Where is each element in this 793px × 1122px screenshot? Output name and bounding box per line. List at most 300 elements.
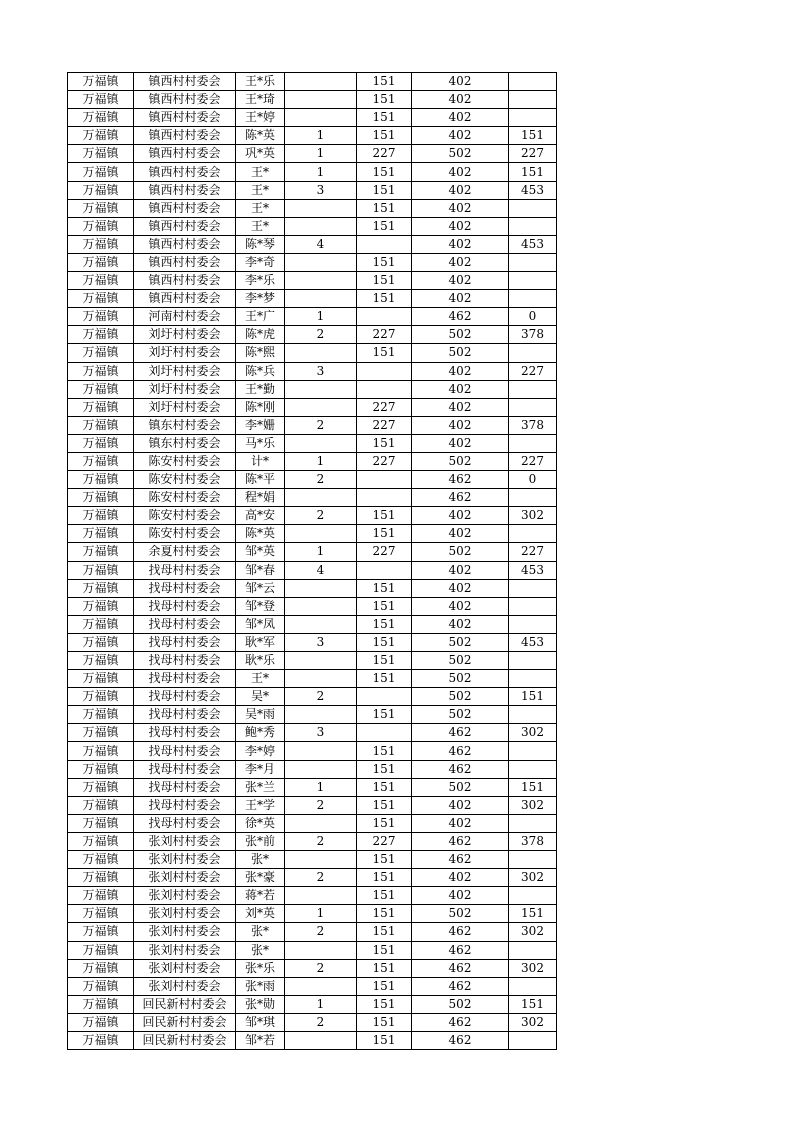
town-cell: 万福镇 xyxy=(68,489,134,507)
village-cell: 找母村村委会 xyxy=(134,615,236,633)
town-cell: 万福镇 xyxy=(68,742,134,760)
value-b-cell: 502 xyxy=(412,652,509,670)
value-b-cell: 402 xyxy=(412,253,509,271)
value-c-cell: 302 xyxy=(509,923,557,941)
village-cell: 回民新村村委会 xyxy=(134,995,236,1013)
value-b-cell: 462 xyxy=(412,851,509,869)
name-cell: 李*月 xyxy=(236,760,285,778)
value-b-cell: 402 xyxy=(412,217,509,235)
name-cell: 刘*英 xyxy=(236,905,285,923)
table-row xyxy=(68,977,557,995)
value-b-cell: 462 xyxy=(412,959,509,977)
name-cell: 李*奇 xyxy=(236,253,285,271)
name-cell: 王*勤 xyxy=(236,380,285,398)
value-c-cell: 227 xyxy=(509,543,557,561)
value-a-cell: 151 xyxy=(357,778,412,796)
value-a-cell: 151 xyxy=(357,127,412,145)
value-b-cell: 402 xyxy=(412,416,509,434)
count-cell xyxy=(285,344,357,362)
town-cell: 万福镇 xyxy=(68,869,134,887)
value-a-cell: 151 xyxy=(357,199,412,217)
count-cell: 2 xyxy=(285,869,357,887)
village-cell: 镇东村村委会 xyxy=(134,434,236,452)
value-c-cell: 227 xyxy=(509,452,557,470)
value-b-cell: 402 xyxy=(412,434,509,452)
count-cell xyxy=(285,597,357,615)
value-c-cell xyxy=(509,851,557,869)
village-cell: 找母村村委会 xyxy=(134,579,236,597)
count-cell: 3 xyxy=(285,181,357,199)
town-cell: 万福镇 xyxy=(68,109,134,127)
table-body xyxy=(68,73,557,1050)
village-cell: 镇西村村委会 xyxy=(134,235,236,253)
table-row xyxy=(68,869,557,887)
village-cell: 镇西村村委会 xyxy=(134,272,236,290)
table-row xyxy=(68,290,557,308)
name-cell: 王* xyxy=(236,670,285,688)
name-cell: 王*婷 xyxy=(236,109,285,127)
count-cell xyxy=(285,398,357,416)
value-a-cell xyxy=(357,471,412,489)
table-row xyxy=(68,452,557,470)
value-a-cell: 151 xyxy=(357,73,412,91)
value-b-cell: 402 xyxy=(412,525,509,543)
value-b-cell: 462 xyxy=(412,760,509,778)
table-row xyxy=(68,597,557,615)
value-c-cell: 302 xyxy=(509,796,557,814)
village-cell: 张刘村村委会 xyxy=(134,959,236,977)
count-cell xyxy=(285,199,357,217)
value-c-cell: 453 xyxy=(509,235,557,253)
value-a-cell: 227 xyxy=(357,145,412,163)
name-cell: 张*兰 xyxy=(236,778,285,796)
value-c-cell: 302 xyxy=(509,869,557,887)
name-cell: 邹*英 xyxy=(236,543,285,561)
count-cell: 2 xyxy=(285,959,357,977)
town-cell: 万福镇 xyxy=(68,633,134,651)
value-b-cell: 462 xyxy=(412,489,509,507)
table-row xyxy=(68,923,557,941)
town-cell: 万福镇 xyxy=(68,778,134,796)
name-cell: 蒋*若 xyxy=(236,887,285,905)
count-cell xyxy=(285,941,357,959)
value-a-cell: 151 xyxy=(357,615,412,633)
name-cell: 李*梦 xyxy=(236,290,285,308)
value-c-cell: 151 xyxy=(509,778,557,796)
value-b-cell: 402 xyxy=(412,380,509,398)
table-row xyxy=(68,724,557,742)
value-b-cell: 402 xyxy=(412,91,509,109)
village-cell: 张刘村村委会 xyxy=(134,851,236,869)
value-b-cell: 402 xyxy=(412,869,509,887)
name-cell: 王* xyxy=(236,181,285,199)
value-a-cell: 151 xyxy=(357,1031,412,1049)
value-c-cell xyxy=(509,272,557,290)
village-cell: 回民新村村委会 xyxy=(134,1031,236,1049)
count-cell: 2 xyxy=(285,507,357,525)
table-row xyxy=(68,109,557,127)
value-a-cell: 227 xyxy=(357,416,412,434)
village-cell: 镇西村村委会 xyxy=(134,181,236,199)
value-c-cell xyxy=(509,887,557,905)
value-a-cell: 151 xyxy=(357,253,412,271)
value-c-cell xyxy=(509,977,557,995)
value-a-cell: 151 xyxy=(357,597,412,615)
count-cell: 3 xyxy=(285,362,357,380)
town-cell: 万福镇 xyxy=(68,615,134,633)
village-cell: 镇东村村委会 xyxy=(134,416,236,434)
value-b-cell: 462 xyxy=(412,923,509,941)
name-cell: 王*乐 xyxy=(236,73,285,91)
value-c-cell xyxy=(509,398,557,416)
value-a-cell xyxy=(357,561,412,579)
count-cell: 2 xyxy=(285,326,357,344)
table-row xyxy=(68,181,557,199)
name-cell: 王* xyxy=(236,163,285,181)
name-cell: 张*乐 xyxy=(236,959,285,977)
table-row xyxy=(68,217,557,235)
value-b-cell: 402 xyxy=(412,579,509,597)
name-cell: 巩*英 xyxy=(236,145,285,163)
town-cell: 万福镇 xyxy=(68,344,134,362)
village-cell: 找母村村委会 xyxy=(134,633,236,651)
name-cell: 高*安 xyxy=(236,507,285,525)
town-cell: 万福镇 xyxy=(68,452,134,470)
village-cell: 张刘村村委会 xyxy=(134,905,236,923)
value-a-cell: 151 xyxy=(357,290,412,308)
village-cell: 陈安村村委会 xyxy=(134,507,236,525)
name-cell: 陈*兵 xyxy=(236,362,285,380)
village-cell: 找母村村委会 xyxy=(134,688,236,706)
town-cell: 万福镇 xyxy=(68,127,134,145)
value-b-cell: 502 xyxy=(412,688,509,706)
table-row xyxy=(68,778,557,796)
value-c-cell xyxy=(509,941,557,959)
town-cell: 万福镇 xyxy=(68,235,134,253)
count-cell: 1 xyxy=(285,452,357,470)
value-a-cell: 151 xyxy=(357,760,412,778)
village-cell: 张刘村村委会 xyxy=(134,941,236,959)
table-row xyxy=(68,471,557,489)
table-row xyxy=(68,272,557,290)
value-b-cell: 402 xyxy=(412,73,509,91)
table-row xyxy=(68,308,557,326)
town-cell: 万福镇 xyxy=(68,579,134,597)
value-a-cell: 151 xyxy=(357,995,412,1013)
village-cell: 张刘村村委会 xyxy=(134,977,236,995)
count-cell: 2 xyxy=(285,471,357,489)
table-row xyxy=(68,796,557,814)
town-cell: 万福镇 xyxy=(68,398,134,416)
village-cell: 刘圩村村委会 xyxy=(134,326,236,344)
value-a-cell: 151 xyxy=(357,434,412,452)
name-cell: 陈*平 xyxy=(236,471,285,489)
value-a-cell: 151 xyxy=(357,869,412,887)
value-b-cell: 462 xyxy=(412,471,509,489)
value-c-cell: 302 xyxy=(509,959,557,977)
value-c-cell: 151 xyxy=(509,995,557,1013)
town-cell: 万福镇 xyxy=(68,941,134,959)
value-b-cell: 402 xyxy=(412,561,509,579)
name-cell: 张*雨 xyxy=(236,977,285,995)
village-cell: 找母村村委会 xyxy=(134,796,236,814)
village-cell: 刘圩村村委会 xyxy=(134,362,236,380)
town-cell: 万福镇 xyxy=(68,272,134,290)
value-c-cell xyxy=(509,670,557,688)
table-row xyxy=(68,941,557,959)
town-cell: 万福镇 xyxy=(68,290,134,308)
table-row xyxy=(68,489,557,507)
village-cell: 镇西村村委会 xyxy=(134,163,236,181)
table-row xyxy=(68,887,557,905)
value-b-cell: 402 xyxy=(412,272,509,290)
name-cell: 邹*若 xyxy=(236,1031,285,1049)
value-a-cell: 151 xyxy=(357,959,412,977)
table-row xyxy=(68,688,557,706)
value-a-cell: 151 xyxy=(357,941,412,959)
count-cell xyxy=(285,814,357,832)
village-cell: 找母村村委会 xyxy=(134,597,236,615)
village-cell: 陈安村村委会 xyxy=(134,489,236,507)
count-cell: 2 xyxy=(285,1013,357,1031)
town-cell: 万福镇 xyxy=(68,380,134,398)
value-c-cell xyxy=(509,814,557,832)
value-b-cell: 502 xyxy=(412,905,509,923)
value-b-cell: 402 xyxy=(412,398,509,416)
count-cell xyxy=(285,977,357,995)
count-cell xyxy=(285,380,357,398)
value-b-cell: 402 xyxy=(412,615,509,633)
value-b-cell: 462 xyxy=(412,742,509,760)
value-a-cell: 227 xyxy=(357,398,412,416)
count-cell xyxy=(285,652,357,670)
count-cell xyxy=(285,851,357,869)
table-row xyxy=(68,398,557,416)
table-row xyxy=(68,199,557,217)
value-b-cell: 402 xyxy=(412,796,509,814)
table-row xyxy=(68,507,557,525)
value-a-cell: 151 xyxy=(357,814,412,832)
value-c-cell: 378 xyxy=(509,416,557,434)
value-b-cell: 502 xyxy=(412,344,509,362)
value-a-cell: 151 xyxy=(357,652,412,670)
table-row xyxy=(68,633,557,651)
value-b-cell: 462 xyxy=(412,941,509,959)
name-cell: 李*乐 xyxy=(236,272,285,290)
value-a-cell: 151 xyxy=(357,579,412,597)
village-cell: 镇西村村委会 xyxy=(134,253,236,271)
data-table xyxy=(67,72,557,1050)
value-c-cell xyxy=(509,253,557,271)
value-a-cell xyxy=(357,688,412,706)
value-b-cell: 402 xyxy=(412,199,509,217)
town-cell: 万福镇 xyxy=(68,73,134,91)
village-cell: 找母村村委会 xyxy=(134,561,236,579)
count-cell: 1 xyxy=(285,995,357,1013)
table-row xyxy=(68,91,557,109)
count-cell xyxy=(285,489,357,507)
town-cell: 万福镇 xyxy=(68,923,134,941)
value-b-cell: 502 xyxy=(412,995,509,1013)
table-row xyxy=(68,235,557,253)
table-row xyxy=(68,145,557,163)
table-row xyxy=(68,127,557,145)
value-a-cell: 151 xyxy=(357,706,412,724)
town-cell: 万福镇 xyxy=(68,597,134,615)
value-c-cell: 378 xyxy=(509,326,557,344)
name-cell: 张* xyxy=(236,941,285,959)
town-cell: 万福镇 xyxy=(68,1013,134,1031)
name-cell: 张*勋 xyxy=(236,995,285,1013)
town-cell: 万福镇 xyxy=(68,91,134,109)
count-cell: 3 xyxy=(285,724,357,742)
town-cell: 万福镇 xyxy=(68,253,134,271)
value-a-cell: 227 xyxy=(357,543,412,561)
village-cell: 镇西村村委会 xyxy=(134,109,236,127)
count-cell xyxy=(285,73,357,91)
count-cell: 2 xyxy=(285,923,357,941)
count-cell xyxy=(285,742,357,760)
count-cell: 4 xyxy=(285,235,357,253)
name-cell: 徐*英 xyxy=(236,814,285,832)
value-a-cell: 151 xyxy=(357,670,412,688)
table-row xyxy=(68,73,557,91)
count-cell: 1 xyxy=(285,127,357,145)
table-row xyxy=(68,362,557,380)
name-cell: 邹*凤 xyxy=(236,615,285,633)
name-cell: 鲍*秀 xyxy=(236,724,285,742)
town-cell: 万福镇 xyxy=(68,652,134,670)
name-cell: 陈*英 xyxy=(236,127,285,145)
table-row xyxy=(68,416,557,434)
table-row xyxy=(68,434,557,452)
value-a-cell: 227 xyxy=(357,326,412,344)
value-a-cell: 151 xyxy=(357,1013,412,1031)
count-cell: 2 xyxy=(285,832,357,850)
name-cell: 陈*虎 xyxy=(236,326,285,344)
count-cell xyxy=(285,434,357,452)
value-b-cell: 402 xyxy=(412,235,509,253)
value-a-cell: 151 xyxy=(357,742,412,760)
town-cell: 万福镇 xyxy=(68,959,134,977)
value-c-cell: 453 xyxy=(509,561,557,579)
count-cell: 2 xyxy=(285,416,357,434)
town-cell: 万福镇 xyxy=(68,814,134,832)
value-a-cell: 227 xyxy=(357,452,412,470)
table-row xyxy=(68,670,557,688)
village-cell: 镇西村村委会 xyxy=(134,145,236,163)
name-cell: 张*豪 xyxy=(236,869,285,887)
value-b-cell: 502 xyxy=(412,452,509,470)
value-c-cell: 378 xyxy=(509,832,557,850)
count-cell xyxy=(285,109,357,127)
value-a-cell: 227 xyxy=(357,832,412,850)
value-b-cell: 462 xyxy=(412,1013,509,1031)
town-cell: 万福镇 xyxy=(68,507,134,525)
value-b-cell: 402 xyxy=(412,814,509,832)
value-c-cell xyxy=(509,73,557,91)
table-row xyxy=(68,326,557,344)
village-cell: 找母村村委会 xyxy=(134,760,236,778)
value-a-cell: 151 xyxy=(357,796,412,814)
town-cell: 万福镇 xyxy=(68,977,134,995)
value-b-cell: 462 xyxy=(412,1031,509,1049)
village-cell: 刘圩村村委会 xyxy=(134,398,236,416)
name-cell: 耿*军 xyxy=(236,633,285,651)
value-c-cell xyxy=(509,290,557,308)
village-cell: 刘圩村村委会 xyxy=(134,344,236,362)
village-cell: 张刘村村委会 xyxy=(134,923,236,941)
value-c-cell xyxy=(509,489,557,507)
name-cell: 王*学 xyxy=(236,796,285,814)
table-row xyxy=(68,652,557,670)
village-cell: 镇西村村委会 xyxy=(134,290,236,308)
value-c-cell xyxy=(509,652,557,670)
town-cell: 万福镇 xyxy=(68,832,134,850)
town-cell: 万福镇 xyxy=(68,181,134,199)
town-cell: 万福镇 xyxy=(68,163,134,181)
value-c-cell: 0 xyxy=(509,308,557,326)
name-cell: 邹*琪 xyxy=(236,1013,285,1031)
value-a-cell: 151 xyxy=(357,905,412,923)
value-c-cell xyxy=(509,109,557,127)
village-cell: 张刘村村委会 xyxy=(134,869,236,887)
value-a-cell xyxy=(357,362,412,380)
count-cell xyxy=(285,217,357,235)
count-cell xyxy=(285,253,357,271)
value-c-cell xyxy=(509,742,557,760)
count-cell xyxy=(285,290,357,308)
value-a-cell: 151 xyxy=(357,887,412,905)
town-cell: 万福镇 xyxy=(68,543,134,561)
value-b-cell: 462 xyxy=(412,977,509,995)
count-cell xyxy=(285,615,357,633)
town-cell: 万福镇 xyxy=(68,887,134,905)
town-cell: 万福镇 xyxy=(68,670,134,688)
town-cell: 万福镇 xyxy=(68,326,134,344)
name-cell: 吴* xyxy=(236,688,285,706)
name-cell: 陈*英 xyxy=(236,525,285,543)
count-cell: 3 xyxy=(285,633,357,651)
name-cell: 邹*登 xyxy=(236,597,285,615)
value-b-cell: 402 xyxy=(412,887,509,905)
value-a-cell: 151 xyxy=(357,344,412,362)
name-cell: 张*前 xyxy=(236,832,285,850)
value-c-cell xyxy=(509,597,557,615)
town-cell: 万福镇 xyxy=(68,471,134,489)
value-a-cell xyxy=(357,380,412,398)
town-cell: 万福镇 xyxy=(68,199,134,217)
count-cell xyxy=(285,1031,357,1049)
value-b-cell: 502 xyxy=(412,633,509,651)
value-b-cell: 402 xyxy=(412,181,509,199)
value-c-cell: 151 xyxy=(509,163,557,181)
village-cell: 找母村村委会 xyxy=(134,778,236,796)
count-cell: 1 xyxy=(285,778,357,796)
count-cell xyxy=(285,525,357,543)
town-cell: 万福镇 xyxy=(68,851,134,869)
value-c-cell: 227 xyxy=(509,362,557,380)
village-cell: 陈安村村委会 xyxy=(134,525,236,543)
name-cell: 王* xyxy=(236,199,285,217)
table-row xyxy=(68,380,557,398)
table-row xyxy=(68,959,557,977)
town-cell: 万福镇 xyxy=(68,145,134,163)
town-cell: 万福镇 xyxy=(68,525,134,543)
town-cell: 万福镇 xyxy=(68,796,134,814)
value-c-cell: 302 xyxy=(509,1013,557,1031)
value-a-cell: 151 xyxy=(357,217,412,235)
